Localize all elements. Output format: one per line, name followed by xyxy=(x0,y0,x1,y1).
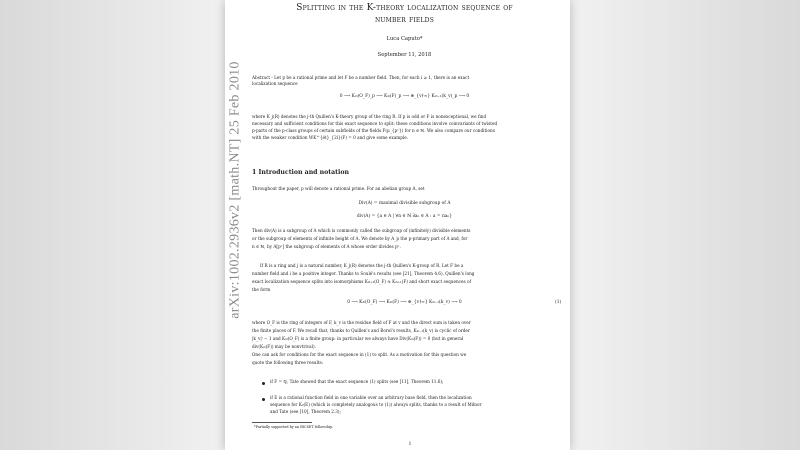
list-item: if F = ℚ, Tate showed that the exact sequence (1) splits (see [11], Theorem 11.6); xyxy=(270,379,444,384)
paragraph-line: the form xyxy=(252,287,271,292)
paragraph-line: Then div(A) is a subgroup of A which is commonly called the subgroup of (infinitely) divisible elements xyxy=(252,228,471,233)
abstract-equation: 0 ⟶ K₂ᵢ(O_F)_p ⟶ K₂ᵢ(F)_p ⟶ ⊕_{v∤∞} K₂ᵢ₋₁(k_v)_p ⟶ 0 xyxy=(339,94,470,99)
abstract-line: Abstract - Let p be a rational prime and let F be a number field. Then, for each i ≥ 1, there is an exact xyxy=(252,75,470,80)
page-number: 1 xyxy=(408,442,412,447)
section-heading: 1 Introduction and notation xyxy=(252,169,349,176)
footnote: *Partially supported by an IRCSET fellowship. xyxy=(254,425,334,429)
list-item: if E is a rational function field in one variable over an arbitrary base field, then the localization xyxy=(270,395,472,400)
bullet-icon xyxy=(262,382,265,385)
abstract-line: localization sequence xyxy=(252,81,298,86)
equation: 0 ⟶ K₂ᵢ(O_F) ⟶ K₂ᵢ(F) ⟶ ⊕_{v∤∞} K₂ᵢ₋₁(k_v) ⟶ 0 xyxy=(347,300,462,305)
equation: Div(A) = maximal divisible subgroup of A xyxy=(358,201,451,206)
paragraph-line: number field and i be a positive integer. Thanks to Soulé's results (see [21], Theorem 4.6), Quillen's long xyxy=(252,271,475,276)
paragraph-line: the finite places of F. We recall that, thanks to Quillen's and Borel's results, K₂ᵢ₋₁(k_v) is cyclic of order xyxy=(252,328,470,333)
list-item: sequence for K₂(E) (which is completely analogous to (1)) always splits, thanks to a result of Milnor xyxy=(270,402,482,407)
viewer-background-right xyxy=(570,0,800,450)
bullet-icon xyxy=(262,398,265,401)
viewer-background-left xyxy=(0,0,225,450)
paragraph-line: n ∈ ℕ, by A[pⁿ] the subgroup of elements of A whose order divides pⁿ. xyxy=(252,244,401,249)
author: Luca Caputo* xyxy=(386,36,423,42)
paragraph-line: |k_v|ⁱ − 1 and K₂ᵢ(O_F) is a finite group: in particular we always have Div(K₂ᵢ(F)) = 0 (but in general xyxy=(252,336,464,341)
arxiv-stamp xyxy=(222,45,250,335)
paragraph-line: If R is a ring and j is a natural number, K_j(R) denotes the j-th Quillen's K-group of R. Let F be a xyxy=(260,263,464,268)
arxiv-id: arXiv:1002.2936v2 [math.NT] 25 Feb 2010 xyxy=(228,61,244,319)
paper-title-line-1: Splitting in the K-theory localization sequence of xyxy=(296,3,513,13)
abstract-line: necessary and sufficient conditions for this exact sequence to split: these conditions involve coinvariants of twisted xyxy=(252,121,498,126)
paragraph-line: Throughout the paper, p will denote a rational prime. For an abelian group A, set xyxy=(252,186,425,191)
equation: div(A) = {a ∈ A | ∀n ∈ ℕ ∃aₙ ∈ A : a = naₙ} xyxy=(356,214,453,219)
date: September 11, 2018 xyxy=(377,52,432,58)
paragraph-line: div(K₂ᵢ(F)) may be nonvtrival). xyxy=(252,344,316,349)
footnote-rule xyxy=(252,422,312,423)
abstract-line: p-parts of the p-class groups of certain subfields of the fields F(μ_{pⁿ}) for n ∈ ℕ. We also compare our conditions xyxy=(252,128,495,133)
paper-title-line-2: number fields xyxy=(374,15,435,25)
equation-number: (1) xyxy=(555,300,562,305)
abstract-line: where K_j(R) denotes the j-th Quillen's K-theory group of the ring R. If p is odd or F is nonexceptional, we find xyxy=(252,114,487,119)
abstract-line: with the weaker condition WK^{ét}_{2i}(F) = 0 and give some example. xyxy=(252,135,409,140)
paragraph-line: quote the following three results: xyxy=(252,360,324,365)
list-item: and Tate (see [10], Theorem 2.3); xyxy=(270,409,341,414)
paragraph-line: One can ask for conditions for the exact sequence in (1) to split. As a motivation for this question we xyxy=(252,352,467,357)
paragraph-line: exact localization sequence splits into isomorphisms K₂ᵢ₊₁(O_F) ≅ K₂ᵢ₊₁(F) and short exact sequences of xyxy=(252,279,472,284)
paragraph-line: where O_F is the ring of integers of F, k_v is the residue field of F at v and the direct sum is taken over xyxy=(252,320,471,325)
paragraph-line: or the subgroup of elements of infinite height of A. We denote by A_p the p-primary part of A and, for xyxy=(252,236,468,241)
